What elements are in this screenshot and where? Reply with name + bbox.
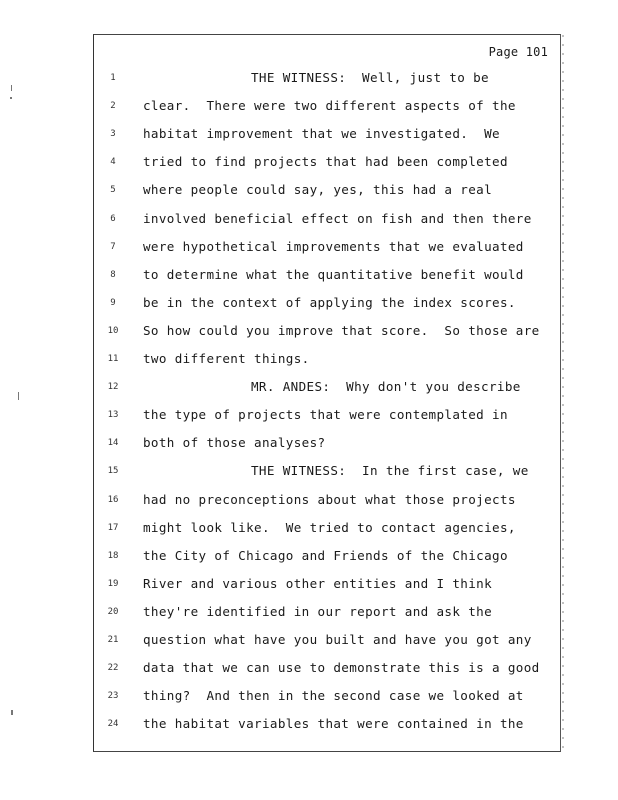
line-number: 13: [107, 410, 119, 421]
line-text: THE WITNESS: In the first case, we: [251, 463, 529, 479]
line-text: tried to find projects that had been completed: [143, 154, 508, 170]
line-number: 7: [110, 241, 116, 252]
transcript-line: [94, 378, 560, 398]
page-number: Page 101: [488, 45, 548, 59]
line-text: were hypothetical improvements that we evaluated: [143, 238, 524, 254]
scan-mark: [11, 710, 13, 715]
line-text: question what have you built and have you got any: [143, 632, 532, 647]
transcript-line: [94, 406, 560, 426]
line-text: had no preconceptions about what those projects: [143, 491, 516, 507]
line-text: involved beneficial effect on fish and then there: [143, 210, 532, 226]
line-text: thing? And then in the second case we looked at: [143, 688, 524, 704]
transcript-line: [94, 462, 560, 482]
transcript-line: [94, 69, 560, 89]
line-number: 22: [107, 663, 119, 674]
line-text: THE WITNESS: Well, just to be: [251, 70, 489, 85]
line-number: 2: [110, 101, 116, 112]
line-text: the type of projects that were contemplated in: [143, 407, 508, 423]
transcript-line: [94, 687, 560, 707]
line-text: they're identified in our report and ask the: [143, 603, 493, 619]
line-number: 8: [110, 269, 116, 280]
transcript-line: [94, 603, 560, 623]
transcript-line: [94, 97, 560, 117]
scan-mark: [10, 97, 12, 99]
line-number: 1: [110, 73, 116, 83]
transcript-line: [94, 238, 560, 258]
line-number: 9: [110, 297, 116, 308]
line-text: the habitat variables that were contained in the: [143, 716, 524, 732]
line-text: habitat improvement that we investigated. We: [143, 126, 500, 142]
transcript-line: [94, 266, 560, 286]
transcript-line: [94, 715, 560, 735]
scan-mark: [11, 85, 12, 91]
line-number: 3: [110, 129, 116, 140]
line-number: 15: [107, 466, 119, 477]
transcript-line: [94, 434, 560, 454]
line-number: 17: [107, 522, 119, 533]
line-text: be in the context of applying the index scores.: [143, 294, 516, 310]
transcript-line: [94, 210, 560, 230]
line-number: 16: [107, 494, 119, 505]
transcript-line: [94, 181, 560, 201]
scan-mark: [18, 392, 19, 400]
transcript-line: [94, 575, 560, 595]
transcript-line: [94, 322, 560, 342]
line-text: the City of Chicago and Friends of the Chicago: [143, 547, 508, 563]
transcript-line: [94, 125, 560, 145]
line-number: 14: [107, 438, 119, 449]
transcript-line: [94, 491, 560, 511]
line-text: So how could you improve that score. So those are: [143, 322, 540, 338]
line-text: both of those analyses?: [143, 435, 326, 451]
line-number: 12: [107, 382, 119, 393]
line-number: 20: [107, 606, 119, 617]
line-number: 19: [107, 578, 119, 589]
line-number: 5: [110, 185, 116, 196]
line-text: clear. There were two different aspects of the: [143, 98, 516, 114]
line-text: to determine what the quantitative benefit would: [143, 266, 524, 282]
transcript-line: [94, 153, 560, 173]
transcript-line: [94, 350, 560, 370]
transcript-line: [94, 659, 560, 679]
line-number: 11: [107, 354, 119, 364]
line-text: where people could say, yes, this had a real: [143, 182, 493, 198]
transcript-line: [94, 631, 560, 651]
line-number: 10: [107, 325, 119, 336]
line-number: 23: [107, 691, 119, 702]
line-number: 21: [107, 635, 119, 645]
line-number: 24: [107, 719, 119, 730]
transcript-line: [94, 519, 560, 539]
line-number: 4: [110, 157, 116, 168]
line-text: River and various other entities and I think: [143, 575, 493, 591]
line-text: data that we can use to demonstrate this is a good: [143, 660, 540, 676]
transcript-line: [94, 294, 560, 314]
transcript-line: [94, 547, 560, 567]
line-text: MR. ANDES: Why don't you describe: [251, 379, 521, 395]
line-text: two different things.: [143, 351, 310, 366]
line-number: 18: [107, 550, 119, 561]
line-text: might look like. We tried to contact agencies,: [143, 519, 516, 535]
line-number: 6: [110, 213, 116, 224]
transcript-page: [93, 34, 561, 752]
